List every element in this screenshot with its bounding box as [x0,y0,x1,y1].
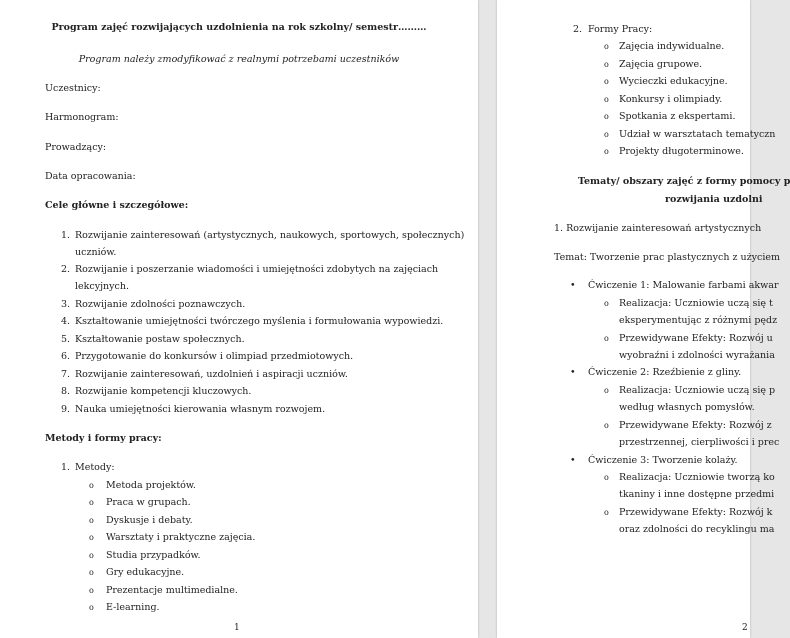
goal-item: Rozwijanie zdolności poznawczych. [75,299,246,310]
bullet-marker: o [604,147,609,156]
exercise-detail: Przewidywane Efekty: Rozwój z [619,420,772,431]
goal-item-continuation: uczniów. [75,247,117,258]
goal-number: 5. [61,334,71,345]
method-item: Gry edukacyjne. [106,567,185,578]
goal-number: 4. [61,316,71,327]
method-item: Dyskusje i debaty. [106,515,193,526]
bullet-marker: o [89,568,94,577]
goal-item: Przygotowanie do konkursów i olimpiad przedmiotowych. [75,351,354,362]
exercise-detail: Realizacja: Uczniowie uczą się p [619,385,776,396]
bullet-marker: o [604,299,609,308]
goal-item: Rozwijanie zainteresowań, uzdolnień i aspiracji uczniów. [75,369,348,380]
method-item: Praca w grupach. [106,497,191,508]
area-heading: 1. Rozwijanie zainteresowań artystycznych [554,223,762,234]
method-item: Studia przypadków. [106,550,201,561]
methods-label: Metody: [75,462,115,473]
goal-item: Kształtowanie umiejętności twórczego myślenia i formułowania wypowiedzi. [75,316,444,327]
bullet-marker: o [604,95,609,104]
exercise-detail: Realizacja: Uczniowie uczą się t [619,298,773,309]
bullet-marker: o [604,130,609,139]
goal-item: Rozwijanie kompetencji kluczowych. [75,386,252,397]
exercise-detail: Realizacja: Uczniowie tworzą ko [619,472,775,483]
topics-heading-continuation: rozwijania uzdolni [665,194,763,205]
method-item: Warsztaty i praktyczne zajęcia. [106,532,256,543]
page-number: 1 [234,623,240,633]
forms-number: 2. [573,24,583,35]
exercise-title: Ćwiczenie 1: Malowanie farbami akwar [588,280,779,291]
bullet-marker: o [604,421,609,430]
goal-number: 7. [61,369,71,380]
topic-line: Temat: Tworzenie prac plastycznych z użyciem [554,252,780,263]
form-item: Zajęcia indywidualne. [619,41,725,52]
bullet-marker: o [89,586,94,595]
bullet-marker: o [604,112,609,121]
bullet-marker: o [89,551,94,560]
exercise-detail-continuation: eksperymentując z różnymi pędz [619,315,778,326]
goal-item: Rozwijanie zainteresowań (artystycznych, naukowych, sportowych, społecznych) [75,230,465,241]
disc-marker: • [570,280,576,291]
document-page-2 [497,0,790,638]
disc-marker: • [570,455,576,466]
exercise-detail-continuation: przestrzennej, cierpliwości i prec [619,437,780,448]
bullet-marker: o [604,473,609,482]
methods-number: 1. [61,462,71,473]
goal-number: 1. [61,230,71,241]
field-prowadzacy: Prowadzący: [45,142,107,153]
goal-item: Kształtowanie postaw społecznych. [75,334,245,345]
form-item: Spotkania z ekspertami. [619,111,736,122]
exercise-title: Ćwiczenie 2: Rzeźbienie z gliny. [588,367,742,378]
goal-number: 8. [61,386,71,397]
form-item: Zajęcia grupowe. [619,59,703,70]
goal-number: 9. [61,404,71,415]
bullet-marker: o [604,334,609,343]
bullet-marker: o [604,386,609,395]
methods-heading: Metody i formy pracy: [45,433,162,444]
form-item: Wycieczki edukacyjne. [619,76,728,87]
bullet-marker: o [604,42,609,51]
exercise-detail-continuation: oraz zdolności do recyklingu ma [619,524,775,535]
goal-item: Nauka umiejętności kierowania własnym rozwojem. [75,404,326,415]
goals-heading: Cele główne i szczegółowe: [45,200,189,211]
method-item: Prezentacje multimedialne. [106,585,238,596]
method-item: Metoda projektów. [106,480,196,491]
bullet-marker: o [89,516,94,525]
exercise-detail-continuation: wyobraźni i zdolności wyrażania [619,350,775,361]
field-data-opracowania: Data opracowania: [45,171,136,182]
field-harmonogram: Harmonogram: [45,112,119,123]
goal-number: 2. [61,264,71,275]
disc-marker: • [570,367,576,378]
goal-item: Rozwijanie i poszerzanie wiadomości i umiejętności zdobytych na zajęciach [75,264,439,275]
exercise-detail-continuation: tkaniny i inne dostępne przedmi [619,489,775,500]
bullet-marker: o [89,498,94,507]
goal-number: 3. [61,299,71,310]
topics-heading: Tematy/ obszary zajęć z formy pomocy p [578,176,790,187]
bullet-marker: o [604,60,609,69]
exercise-detail: Przewidywane Efekty: Rozwój k [619,507,773,518]
bullet-marker: o [604,77,609,86]
bullet-marker: o [89,533,94,542]
goal-item-continuation: lekcyjnych. [75,281,129,292]
bullet-marker: o [89,481,94,490]
exercise-detail: Przewidywane Efekty: Rozwój u [619,333,773,344]
goal-number: 6. [61,351,71,362]
page-number: 2 [742,623,748,633]
exercise-detail-continuation: według własnych pomysłów. [619,402,755,413]
form-item: Projekty długoterminowe. [619,146,744,157]
method-item: E-learning. [106,602,160,613]
form-item: Konkursy i olimpiady. [619,94,723,105]
exercise-title: Ćwiczenie 3: Tworzenie kolaży. [588,455,738,466]
forms-label: Formy Pracy: [588,24,653,35]
page-subtitle: Program należy zmodyfikować z realnymi potrzebami uczestników [78,54,400,65]
form-item: Udział w warsztatach tematyczn [619,129,776,140]
bullet-marker: o [89,603,94,612]
bullet-marker: o [604,508,609,517]
field-uczestnicy: Uczestnicy: [45,83,101,94]
page-title: Program zajęć rozwijających uzdolnienia na rok szkolny/ semestr……… [51,22,427,33]
